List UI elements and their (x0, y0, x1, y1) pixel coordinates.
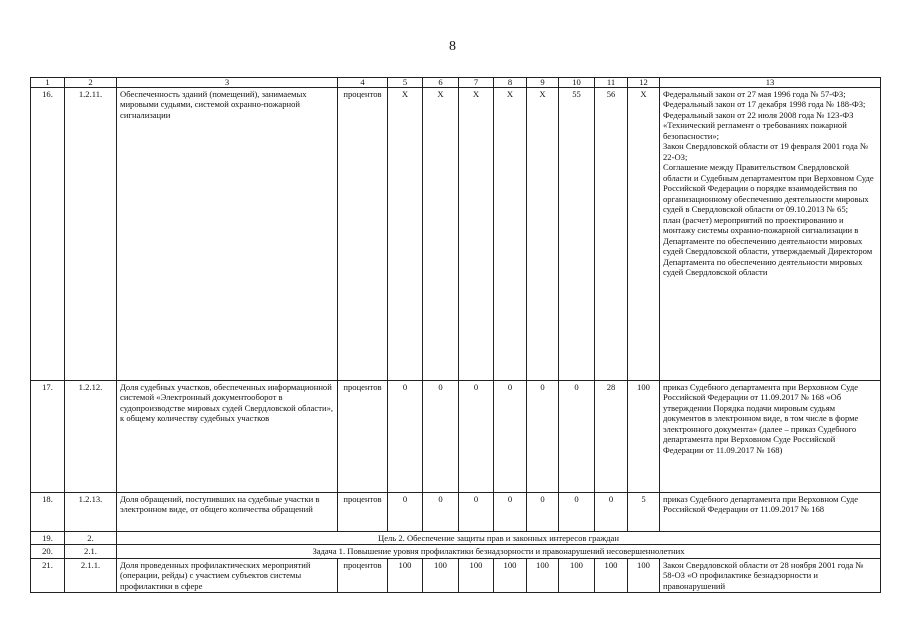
header-cell: 1 (31, 78, 65, 88)
table-row (31, 493, 881, 532)
header-cell: 6 (423, 78, 459, 88)
value-cell: Х (423, 88, 459, 381)
table-header-row (31, 78, 881, 88)
value-cell: Х (388, 88, 423, 381)
header-cell: 12 (628, 78, 660, 88)
unit-cell: процентов (338, 88, 388, 381)
goal-title: Цель 2. Обеспечение защиты прав и законных интересов граждан (117, 532, 881, 545)
value-cell: 0 (595, 493, 628, 532)
row-number: 16. (31, 88, 65, 381)
value-cell: Х (494, 88, 527, 381)
header-cell: 2 (65, 78, 117, 88)
value-cell: 100 (459, 558, 494, 592)
task-row (31, 545, 881, 558)
indicator-name: Обеспеченность зданий (помещений), занимаемых мировыми судьями, системой охранно-пожарной сигнализации (117, 88, 338, 381)
table-row (31, 88, 881, 381)
indicator-name: Доля обращений, поступивших на судебные участки в электронном виде, от общего количества обращений (117, 493, 338, 532)
value-cell: 56 (595, 88, 628, 381)
legal-basis-cell: приказ Судебного департамента при Верховном Суде Российской Федерации от 11.09.2017 № 168 «Об утверждении Порядка подачи мировым судьям документов в электронном виде, в том числе в форме электронного документа» (далее – приказ Судебного департамента при Верховном Суде Российской Федерации от 11.09.2017 № 168) (660, 381, 881, 493)
header-cell: 13 (660, 78, 881, 88)
row-code: 1.2.12. (65, 381, 117, 493)
header-cell: 9 (527, 78, 559, 88)
header-cell: 4 (338, 78, 388, 88)
row-code: 1.2.11. (65, 88, 117, 381)
legal-basis-cell: Закон Свердловской области от 28 ноября 2001 года № 58-ОЗ «О профилактике безнадзорности и правонарушений (660, 558, 881, 592)
goal-row (31, 532, 881, 545)
row-number: 21. (31, 558, 65, 592)
header-cell: 5 (388, 78, 423, 88)
value-cell: 5 (628, 493, 660, 532)
value-cell: 100 (628, 558, 660, 592)
value-cell: 100 (628, 381, 660, 493)
indicator-name: Доля судебных участков, обеспеченных информационной системой «Электронный документооборот в судопроизводстве мировых судей Свердловской области», к общему количеству судебных участков (117, 381, 338, 493)
value-cell: Х (628, 88, 660, 381)
header-cell: 10 (559, 78, 595, 88)
indicator-name: Доля проведенных профилактических мероприятий (операции, рейды) с участием субъектов системы профилактики в сфере (117, 558, 338, 592)
value-cell: 0 (494, 493, 527, 532)
value-cell: 0 (423, 493, 459, 532)
unit-cell: процентов (338, 493, 388, 532)
value-cell: 100 (595, 558, 628, 592)
unit-cell: процентов (338, 381, 388, 493)
value-cell: 0 (423, 381, 459, 493)
row-number: 18. (31, 493, 65, 532)
value-cell: 0 (388, 381, 423, 493)
row-code: 2.1. (65, 545, 117, 558)
value-cell: 0 (559, 381, 595, 493)
unit-cell: процентов (338, 558, 388, 592)
row-code: 1.2.13. (65, 493, 117, 532)
row-code: 2. (65, 532, 117, 545)
header-cell: 7 (459, 78, 494, 88)
legal-basis-cell: Федеральный закон от 27 мая 1996 года № 57-ФЗ; Федеральный закон от 17 декабря 1998 года № 188-ФЗ; Федеральный закон от 22 июля 2008 года № 123-ФЗ «Технический регламент о требованиях пожарной безопасности»; Закон Свердловской области от 19 февраля 2001 года № 22-ОЗ; Соглашение между Правительством Свердловской области и Судебным департаментом при Верховном Суде Российской Федерации о порядке взаимодействия по организационному обеспечению деятельности мировых судей в Свердловской области от 09.10.2013 № 65; план (расчет) мероприятий по проектированию и монтажу системы охранно-пожарной сигнализации в Департаменте по обеспечению деятельности мировых судей Свердловской области, утверждаемый Директором Департамента по обеспечению деятельности мировых судей Свердловской области (660, 88, 881, 381)
value-cell: 0 (559, 493, 595, 532)
value-cell: Х (527, 88, 559, 381)
header-cell: 8 (494, 78, 527, 88)
row-number: 20. (31, 545, 65, 558)
table-row (31, 381, 881, 493)
indicator-table (30, 77, 881, 593)
header-cell: 3 (117, 78, 338, 88)
legal-basis-cell: приказ Судебного департамента при Верховном Суде Российской Федерации от 11.09.2017 № 168 (660, 493, 881, 532)
value-cell: 0 (459, 381, 494, 493)
page-number: 8 (449, 39, 456, 54)
value-cell: 0 (459, 493, 494, 532)
row-number: 17. (31, 381, 65, 493)
value-cell: 28 (595, 381, 628, 493)
value-cell: 100 (494, 558, 527, 592)
task-title: Задача 1. Повышение уровня профилактики безнадзорности и правонарушений несовершеннолетних (117, 545, 881, 558)
value-cell: 0 (527, 381, 559, 493)
value-cell: 100 (423, 558, 459, 592)
value-cell: 0 (527, 493, 559, 532)
value-cell: Х (459, 88, 494, 381)
header-cell: 11 (595, 78, 628, 88)
value-cell: 0 (388, 493, 423, 532)
row-code: 2.1.1. (65, 558, 117, 592)
value-cell: 100 (527, 558, 559, 592)
value-cell: 55 (559, 88, 595, 381)
value-cell: 0 (494, 381, 527, 493)
value-cell: 100 (388, 558, 423, 592)
row-number: 19. (31, 532, 65, 545)
table-row (31, 558, 881, 592)
value-cell: 100 (559, 558, 595, 592)
